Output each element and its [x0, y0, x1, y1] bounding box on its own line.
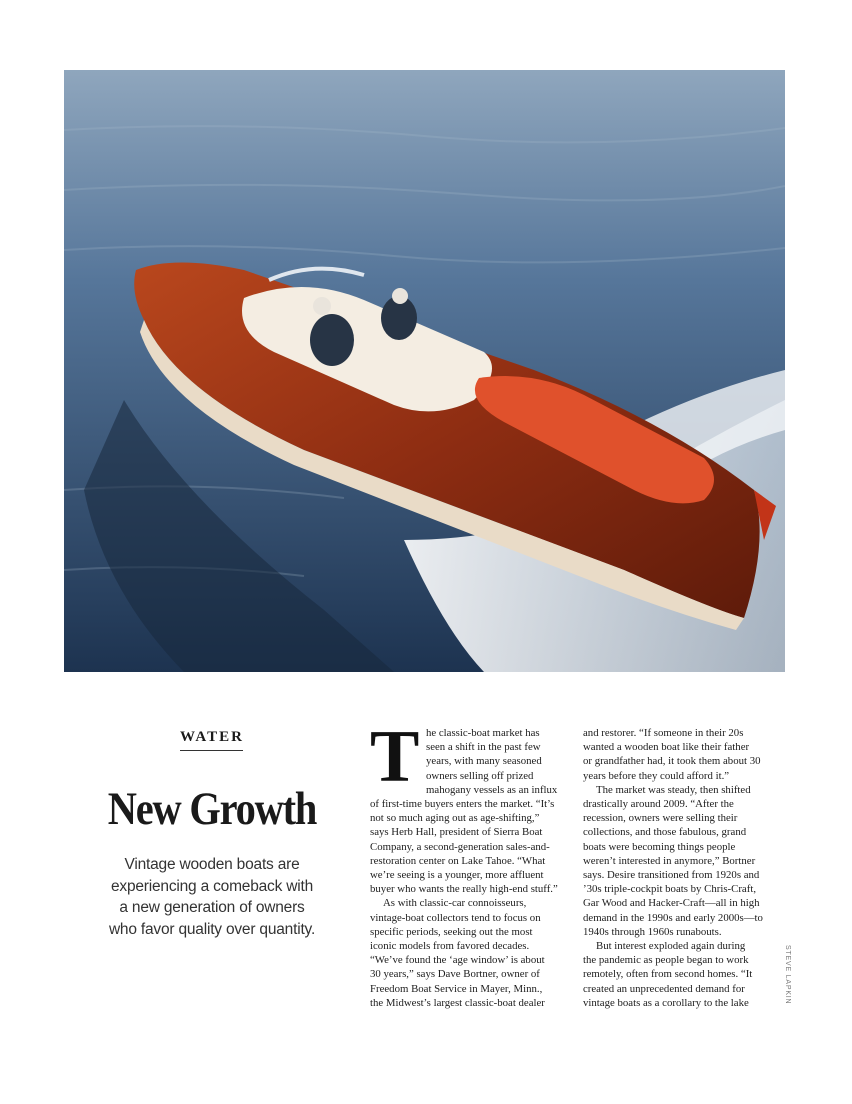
- boat-photo: [64, 70, 785, 672]
- photo-credit: STEVE LAPKIN: [784, 945, 791, 1005]
- body-line: Company, a second-generation sales-and-: [370, 840, 550, 853]
- body-line: weren’t interested in anymore,” Bortner: [583, 854, 756, 867]
- body-line: vintage-boat collectors tend to focus on: [370, 911, 541, 924]
- boat-illustration: [64, 70, 785, 672]
- body-line: years before they could afford it.”: [583, 769, 730, 782]
- body-line: As with classic-car connoisseurs,: [383, 897, 527, 910]
- body-line: vintage boats as a corollary to the lake: [583, 996, 749, 1009]
- body-line: specific periods, seeking out the most: [370, 925, 533, 938]
- body-line: Gar Wood and Hacker-Craft—all in high: [583, 897, 760, 910]
- body-line: ’30s triple-cockpit boats by Chris-Craft,: [583, 883, 757, 896]
- body-line: says. Desire transitioned from 1920s and: [583, 869, 760, 882]
- section-label: WATER: [180, 729, 244, 745]
- body-line: “We’ve found the ‘age window’ is about: [370, 954, 545, 967]
- body-line: of first-time buyers enters the market. “It’s: [370, 798, 555, 811]
- body-line: the Midwest’s largest classic-boat dealer: [370, 996, 545, 1009]
- body-line: collections, and those fabulous, grand: [583, 826, 747, 839]
- body-line: and restorer. “If someone in their 20s: [583, 727, 744, 739]
- body-line: iconic models from favored decades.: [370, 940, 530, 953]
- body-line: he classic-boat market has: [426, 727, 540, 739]
- body-column-1: [370, 716, 577, 1010]
- dek-line: Vintage wooden boats are: [124, 856, 300, 873]
- body-line: the pandemic as people began to work: [583, 954, 749, 967]
- drop-cap: T: [370, 716, 420, 798]
- body-line: seen a shift in the past few: [426, 741, 541, 754]
- body-line: says Herb Hall, president of Sierra Boat: [370, 826, 543, 839]
- body-line: drastically around 2009. “After the: [583, 798, 734, 811]
- headline: New Growth: [107, 783, 317, 835]
- body-line: years, with many seasoned: [426, 755, 542, 768]
- body-line: mahogany vessels as an influx: [426, 783, 558, 796]
- body-line: boats were becoming things people: [583, 840, 736, 853]
- section-divider: [180, 750, 243, 751]
- body-line: demand in the 1990s and early 2000s—to: [583, 911, 763, 924]
- body-line: created an unprecedented demand for: [583, 982, 745, 995]
- body-line: not so much aging out as age-shifting,”: [370, 812, 540, 825]
- body-line: The market was steady, then shifted: [596, 783, 751, 796]
- body-line: remotely, often from second homes. “It: [583, 968, 753, 981]
- body-line: Freedom Boat Service in Mayer, Minn.,: [370, 982, 543, 995]
- body-line: buyer who wants the really high-end stuff.”: [370, 883, 558, 896]
- body-line: But interest exploded again during: [596, 940, 746, 953]
- body-line: or grandfather had, it took them about 30: [583, 755, 761, 768]
- body-line: 30 years,” says Dave Bortner, owner of: [370, 968, 540, 981]
- body-line: wanted a wooden boat like their father: [583, 741, 750, 754]
- body-line: we’re seeing is a younger, more affluent: [370, 869, 544, 882]
- body-line: recession, owners were selling their: [583, 812, 738, 825]
- dek-line: experiencing a comeback with: [110, 877, 314, 895]
- dek-line: a new generation of owners: [119, 899, 305, 916]
- dek-line: who favor quality over quantity.: [108, 920, 316, 938]
- body-column-2: [583, 726, 790, 1010]
- body-line: restoration center on Lake Tahoe. “What: [370, 854, 546, 867]
- body-line: owners selling off prized: [426, 769, 534, 782]
- dek: [102, 854, 322, 940]
- body-line: 1940s through 1960s runabouts.: [583, 925, 722, 938]
